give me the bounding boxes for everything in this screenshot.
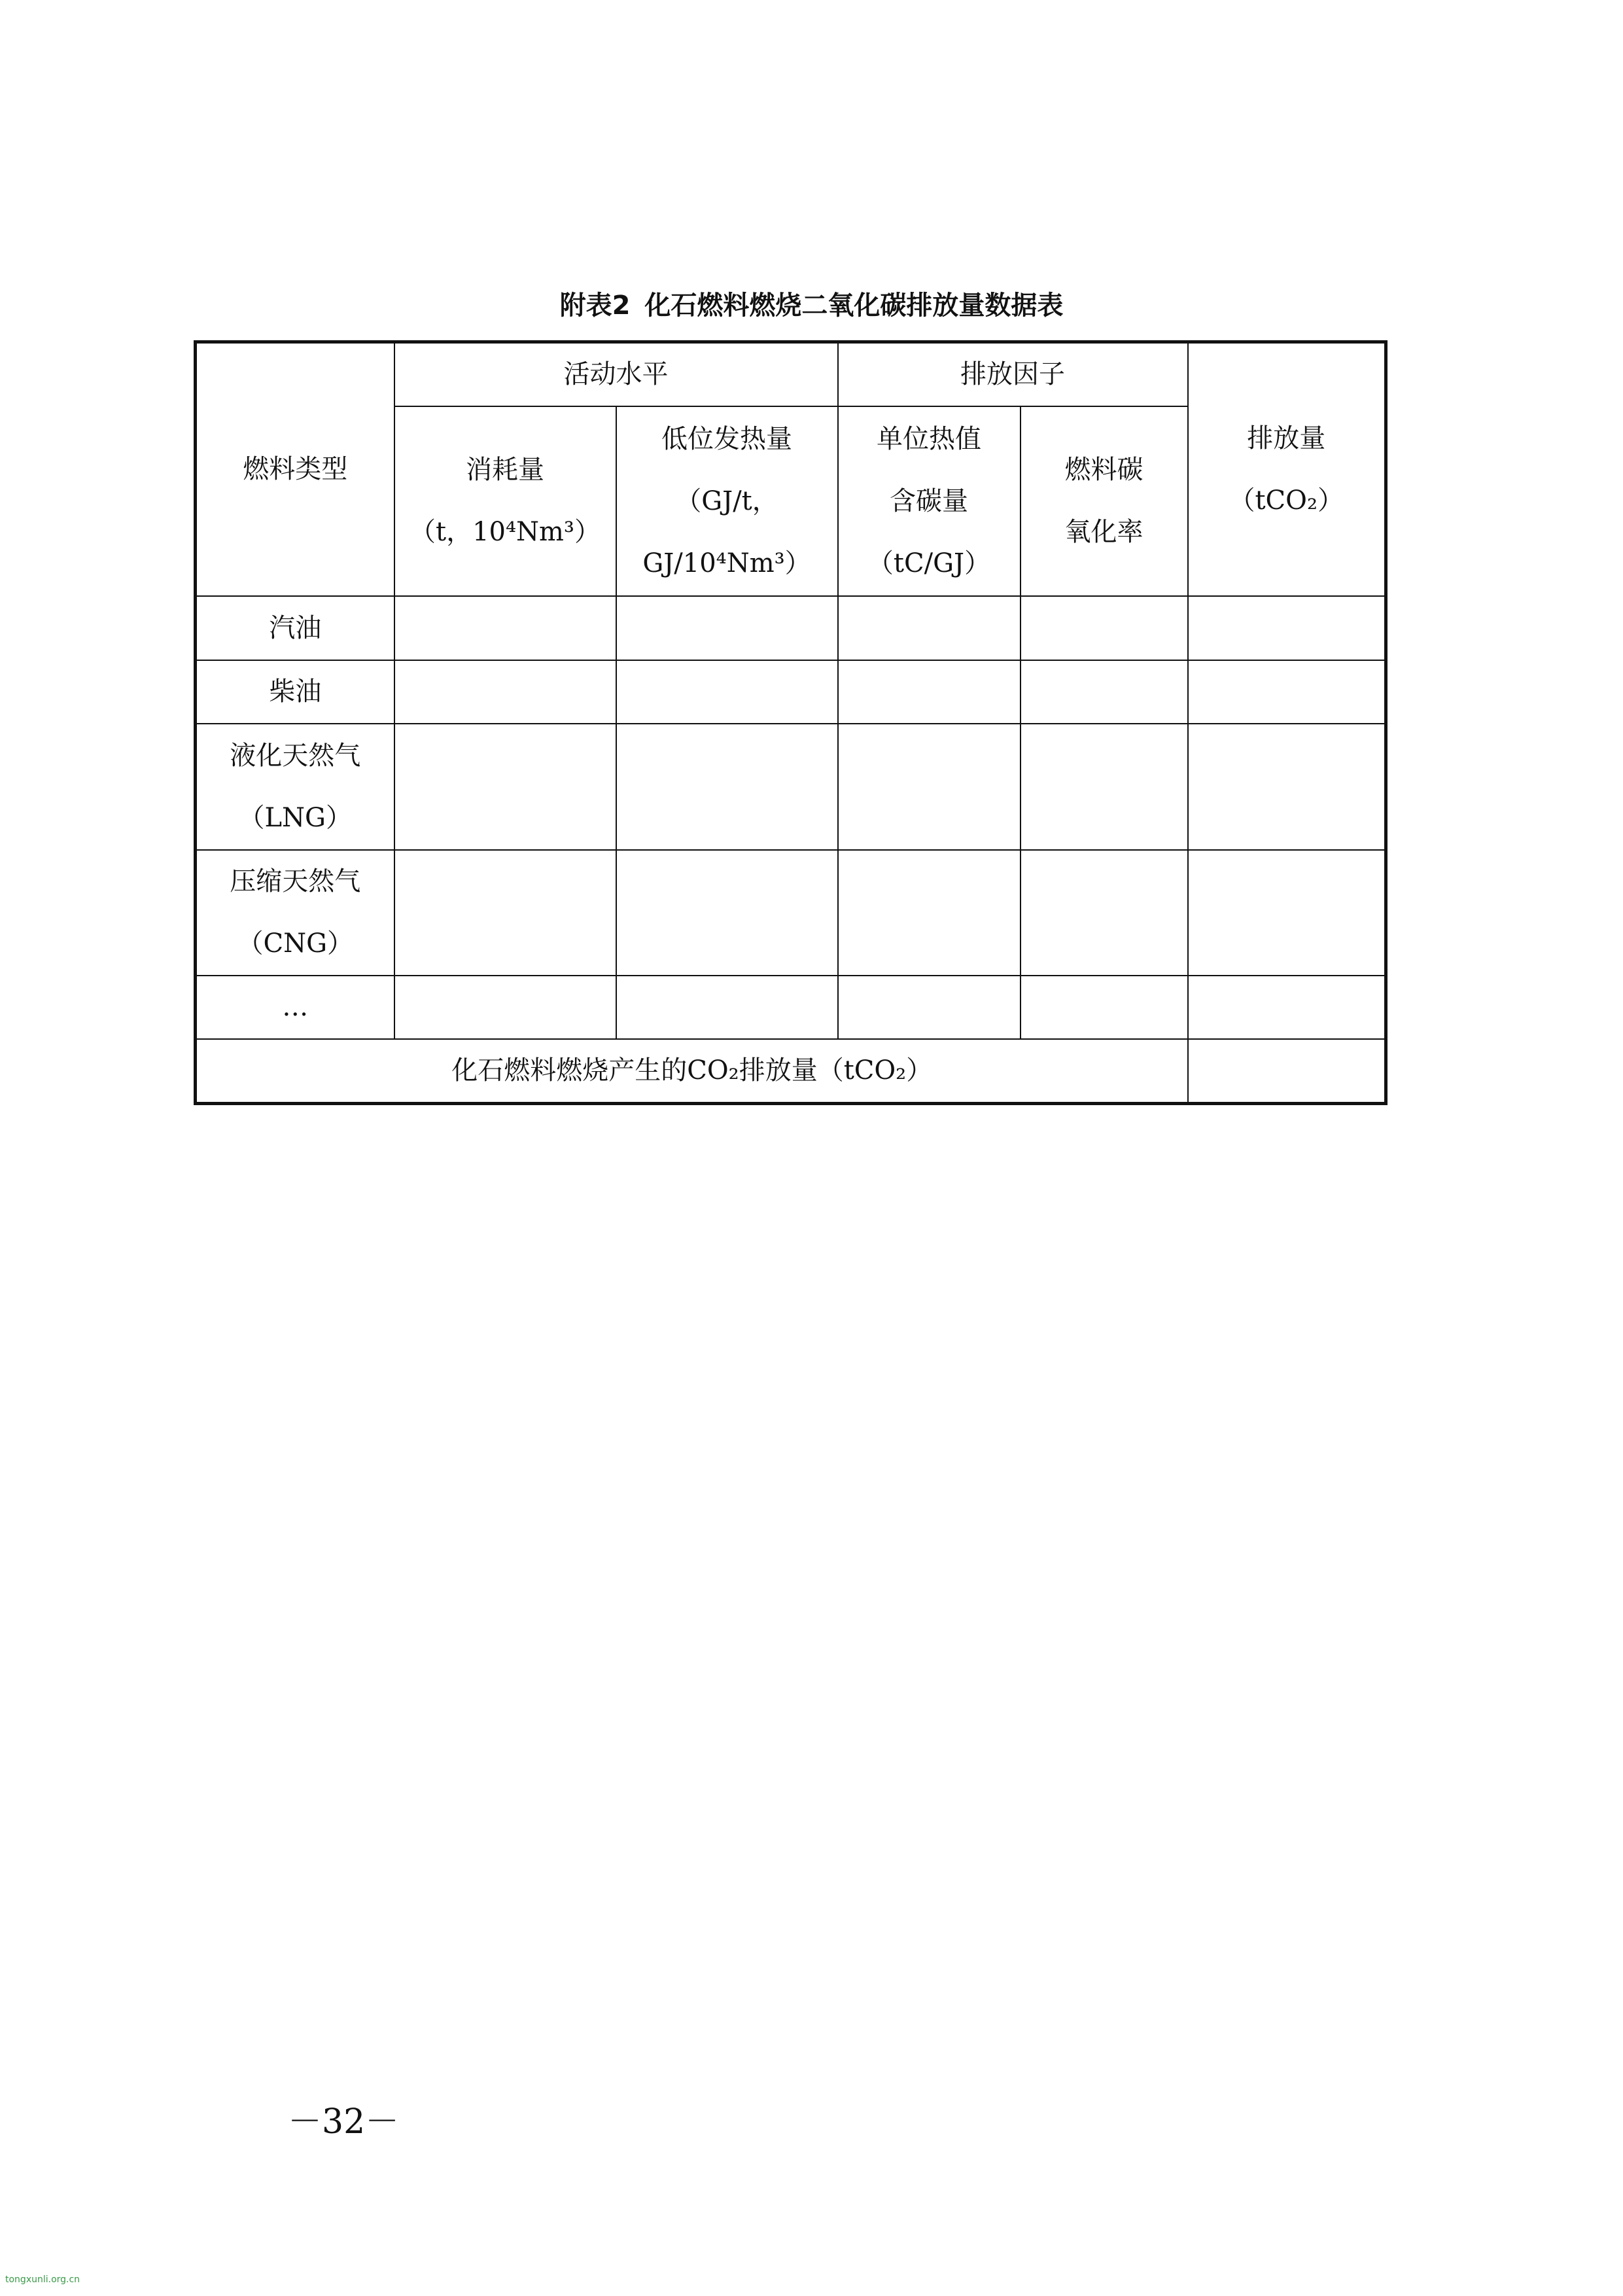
watermark: tongxunli.org.cn xyxy=(5,2274,80,2285)
emissions-cell xyxy=(1188,596,1386,660)
fuel-name: 汽油 xyxy=(269,612,322,643)
total-label: 化石燃料燃烧产生的CO₂排放量（tCO₂） xyxy=(451,1055,933,1086)
header-oxidation-line: 氧化率 xyxy=(1064,517,1143,547)
header-ncv-line: GJ/10⁴Nm³） xyxy=(642,548,811,578)
header-oxidation-rate xyxy=(1021,406,1188,596)
oxidation-cell xyxy=(1021,850,1188,976)
consumption-cell xyxy=(394,660,616,724)
fuel-name: 压缩天然气 xyxy=(230,866,361,896)
oxidation-cell xyxy=(1021,596,1188,660)
caption-title: 化石燃料燃烧二氧化碳排放量数据表 xyxy=(644,291,1064,321)
header-ncv-line: 低位发热量 xyxy=(661,423,792,454)
total-value-cell xyxy=(1188,1039,1386,1104)
header-emissions xyxy=(1188,342,1386,597)
fuel-name: 柴油 xyxy=(269,677,322,707)
header-ncv xyxy=(616,406,838,596)
consumption-cell xyxy=(394,850,616,976)
header-carbon-content-line: 含碳量 xyxy=(890,486,968,516)
total-row xyxy=(196,1039,1386,1104)
header-row-1 xyxy=(196,342,1386,407)
header-emissions-line: （tCO₂） xyxy=(1229,485,1344,516)
table-row xyxy=(196,976,1386,1039)
header-emission-factor-label: 排放因子 xyxy=(960,359,1065,389)
oxidation-cell xyxy=(1021,660,1188,724)
fuel-cell xyxy=(196,660,394,724)
emissions-cell xyxy=(1188,660,1386,724)
header-activity-level-label: 活动水平 xyxy=(563,359,669,389)
table-caption xyxy=(0,285,1623,322)
consumption-cell xyxy=(394,724,616,850)
consumption-cell xyxy=(394,976,616,1039)
total-label-cell xyxy=(196,1039,1188,1104)
header-consumption xyxy=(394,406,616,596)
caption-number: 附表2 xyxy=(559,291,631,321)
header-emission-factor xyxy=(838,342,1188,407)
header-carbon-content xyxy=(838,406,1021,596)
header-fuel-type xyxy=(196,342,394,597)
carbon-content-cell xyxy=(838,850,1021,976)
consumption-cell xyxy=(394,596,616,660)
page-number: －32－ xyxy=(288,2102,400,2142)
fuel-cell xyxy=(196,596,394,660)
carbon-content-cell xyxy=(838,660,1021,724)
fuel-abbreviation: （LNG） xyxy=(238,802,352,833)
ncv-cell xyxy=(616,976,838,1039)
table-row xyxy=(196,660,1386,724)
ncv-cell xyxy=(616,850,838,976)
fuel-cell xyxy=(196,976,394,1039)
fuel-cell xyxy=(196,724,394,850)
fuel-name: 液化天然气 xyxy=(230,740,361,771)
table-row xyxy=(196,724,1386,850)
header-fuel-type-label: 燃料类型 xyxy=(243,454,348,484)
emissions-cell xyxy=(1188,850,1386,976)
header-oxidation-line: 燃料碳 xyxy=(1064,455,1143,485)
oxidation-cell xyxy=(1021,976,1188,1039)
fuel-abbreviation: （CNG） xyxy=(237,928,354,959)
header-consumption-line: （t，10⁴Nm³） xyxy=(410,517,601,547)
ellipsis-label: … xyxy=(282,992,309,1022)
header-activity-level xyxy=(394,342,838,407)
header-carbon-content-line: （tC/GJ） xyxy=(867,548,991,578)
oxidation-cell xyxy=(1021,724,1188,850)
header-carbon-content-line: 单位热值 xyxy=(877,423,981,454)
emissions-cell xyxy=(1188,976,1386,1039)
ncv-cell xyxy=(616,596,838,660)
carbon-content-cell xyxy=(838,976,1021,1039)
ncv-cell xyxy=(616,660,838,724)
carbon-content-cell xyxy=(838,724,1021,850)
ncv-cell xyxy=(616,724,838,850)
header-consumption-line: 消耗量 xyxy=(466,455,544,485)
header-ncv-line: （GJ/t， xyxy=(675,486,778,516)
table-row xyxy=(196,850,1386,976)
header-emissions-line: 排放量 xyxy=(1247,423,1326,453)
emissions-cell xyxy=(1188,724,1386,850)
table-row xyxy=(196,596,1386,660)
emissions-data-table xyxy=(194,340,1387,1105)
carbon-content-cell xyxy=(838,596,1021,660)
fuel-cell xyxy=(196,850,394,976)
